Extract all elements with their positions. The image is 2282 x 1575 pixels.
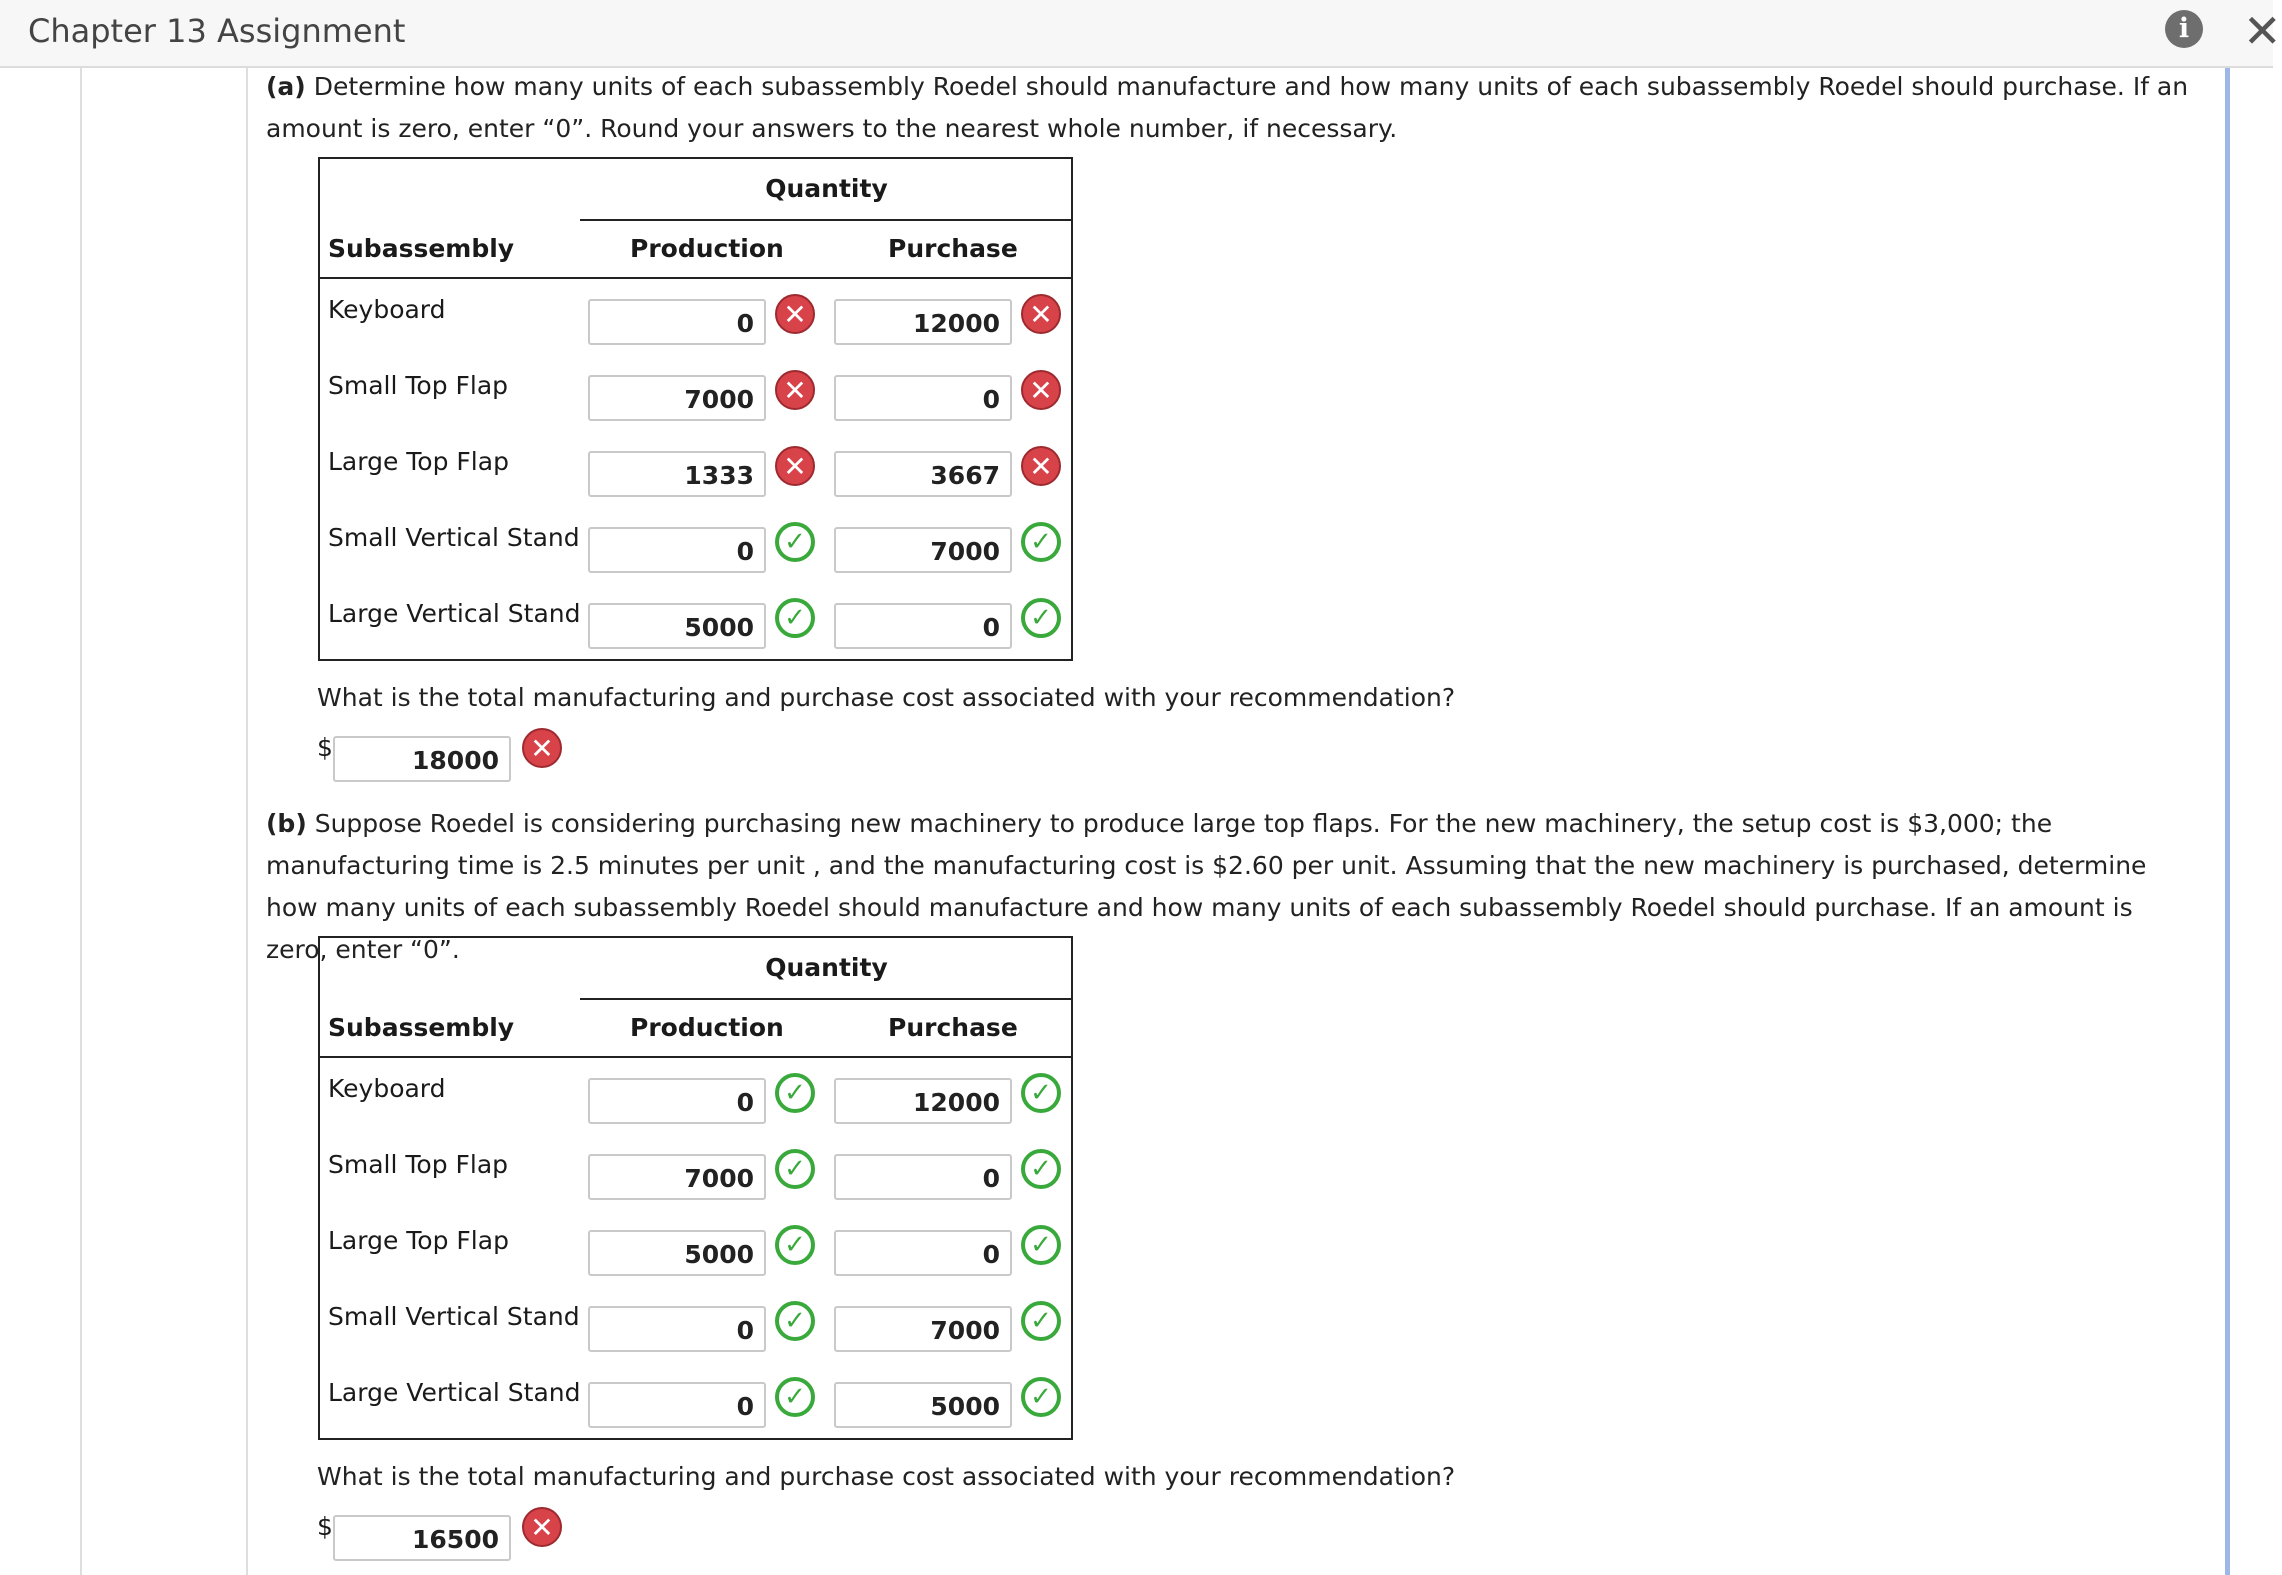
production-column-header: Production [630,1013,784,1042]
incorrect-x-icon: ✕ [775,294,815,334]
part-b-currency-symbol: $ [317,1512,333,1541]
production-input[interactable]: 0 [588,1306,766,1352]
purchase-input[interactable]: 7000 [834,527,1012,573]
table-row [320,1368,1071,1444]
part-b-total-question: What is the total manufacturing and purchase cost associated with your recommendation? [317,1462,1456,1491]
subassembly-column-header: Subassembly [328,234,515,263]
purchase-input[interactable]: 0 [834,1230,1012,1276]
header-divider [320,1056,1071,1058]
subassembly-label: Large Vertical Stand [328,599,581,628]
quantity-header: Quantity [580,938,1073,1000]
table-row [320,1140,1071,1216]
correct-check-icon: ✓ [775,1149,815,1189]
correct-check-icon: ✓ [1021,1225,1061,1265]
correct-check-icon: ✓ [1021,1149,1061,1189]
part-a-label: (a) [266,72,306,101]
purchase-input[interactable]: 0 [834,603,1012,649]
part-a-total-question: What is the total manufacturing and purchase cost associated with your recommendation? [317,683,1456,712]
scrollbar[interactable] [2225,68,2230,1575]
correct-check-icon: ✓ [775,598,815,638]
part-b-quantity-table [318,936,1073,1440]
left-margin-divider [80,68,82,1575]
production-input[interactable]: 0 [588,527,766,573]
purchase-column-header: Purchase [888,1013,1018,1042]
production-column-header: Production [630,234,784,263]
part-b-text: Suppose Roedel is considering purchasing new machinery to produce large top flaps. For the new machinery, the setup cost is $3,000; the manufacturing time is 2.5 minutes per unit , and the manufacturing cost is $2.60 per unit. Assuming that the new machinery is purchased, determine how many units of each subassembly Roedel should manufacture and how many units of each subassembly Roedel should purchase. If an amount is zero, enter “0”. [266,809,2147,964]
correct-check-icon: ✓ [1021,598,1061,638]
close-icon[interactable]: ✕ [2243,4,2282,58]
assignment-title: Chapter 13 Assignment [28,12,406,50]
incorrect-x-icon: ✕ [1021,446,1061,486]
purchase-input[interactable]: 0 [834,1154,1012,1200]
table-row [320,589,1071,665]
subassembly-label: Large Top Flap [328,1226,509,1255]
part-b-label: (b) [266,809,307,838]
part-a-quantity-table [318,157,1073,661]
table-row [320,1064,1071,1140]
purchase-input[interactable]: 0 [834,375,1012,421]
correct-check-icon: ✓ [775,1377,815,1417]
subassembly-label: Small Vertical Stand [328,523,580,552]
part-a-currency-symbol: $ [317,733,333,762]
subassembly-label: Small Top Flap [328,1150,509,1179]
correct-check-icon: ✓ [775,1225,815,1265]
part-a-text: Determine how many units of each subassembly Roedel should manufacture and how many units of each subassembly Roedel should purchase. If an amount is zero, enter “0”. Round your answers to the nearest whole number, if necessary. [266,72,2189,143]
correct-check-icon: ✓ [1021,1073,1061,1113]
part-a-total-incorrect-icon: ✕ [522,728,562,768]
header-divider [320,277,1071,279]
incorrect-x-icon: ✕ [775,446,815,486]
info-icon[interactable]: i [2165,10,2203,48]
correct-check-icon: ✓ [1021,1301,1061,1341]
incorrect-x-icon: ✕ [1021,294,1061,334]
content-left-divider [246,68,248,1575]
correct-check-icon: ✓ [775,1301,815,1341]
production-input[interactable]: 1333 [588,451,766,497]
incorrect-x-icon: ✕ [775,370,815,410]
production-input[interactable]: 0 [588,1382,766,1428]
table-row [320,1216,1071,1292]
correct-check-icon: ✓ [775,522,815,562]
table-row [320,361,1071,437]
correct-check-icon: ✓ [1021,1377,1061,1417]
production-input[interactable]: 0 [588,1078,766,1124]
table-row [320,1292,1071,1368]
production-input[interactable]: 7000 [588,375,766,421]
subassembly-column-header: Subassembly [328,1013,515,1042]
part-b-total-incorrect-icon: ✕ [522,1507,562,1547]
subassembly-label: Large Vertical Stand [328,1378,581,1407]
incorrect-x-icon: ✕ [1021,370,1061,410]
title-bar [0,0,2282,68]
production-input[interactable]: 5000 [588,1230,766,1276]
part-b-total-input[interactable]: 16500 [333,1515,511,1561]
subassembly-label: Small Vertical Stand [328,1302,580,1331]
purchase-input[interactable]: 5000 [834,1382,1012,1428]
purchase-input[interactable]: 3667 [834,451,1012,497]
purchase-column-header: Purchase [888,234,1018,263]
table-row [320,285,1071,361]
subassembly-label: Small Top Flap [328,371,509,400]
production-input[interactable]: 7000 [588,1154,766,1200]
purchase-input[interactable]: 7000 [834,1306,1012,1352]
subassembly-label: Large Top Flap [328,447,509,476]
correct-check-icon: ✓ [1021,522,1061,562]
purchase-input[interactable]: 12000 [834,299,1012,345]
correct-check-icon: ✓ [775,1073,815,1113]
production-input[interactable]: 0 [588,299,766,345]
quantity-header: Quantity [580,159,1073,221]
part-a-instructions [266,66,2201,150]
subassembly-label: Keyboard [328,1074,446,1103]
subassembly-label: Keyboard [328,295,446,324]
table-row [320,513,1071,589]
production-input[interactable]: 5000 [588,603,766,649]
table-row [320,437,1071,513]
purchase-input[interactable]: 12000 [834,1078,1012,1124]
part-a-total-input[interactable]: 18000 [333,736,511,782]
